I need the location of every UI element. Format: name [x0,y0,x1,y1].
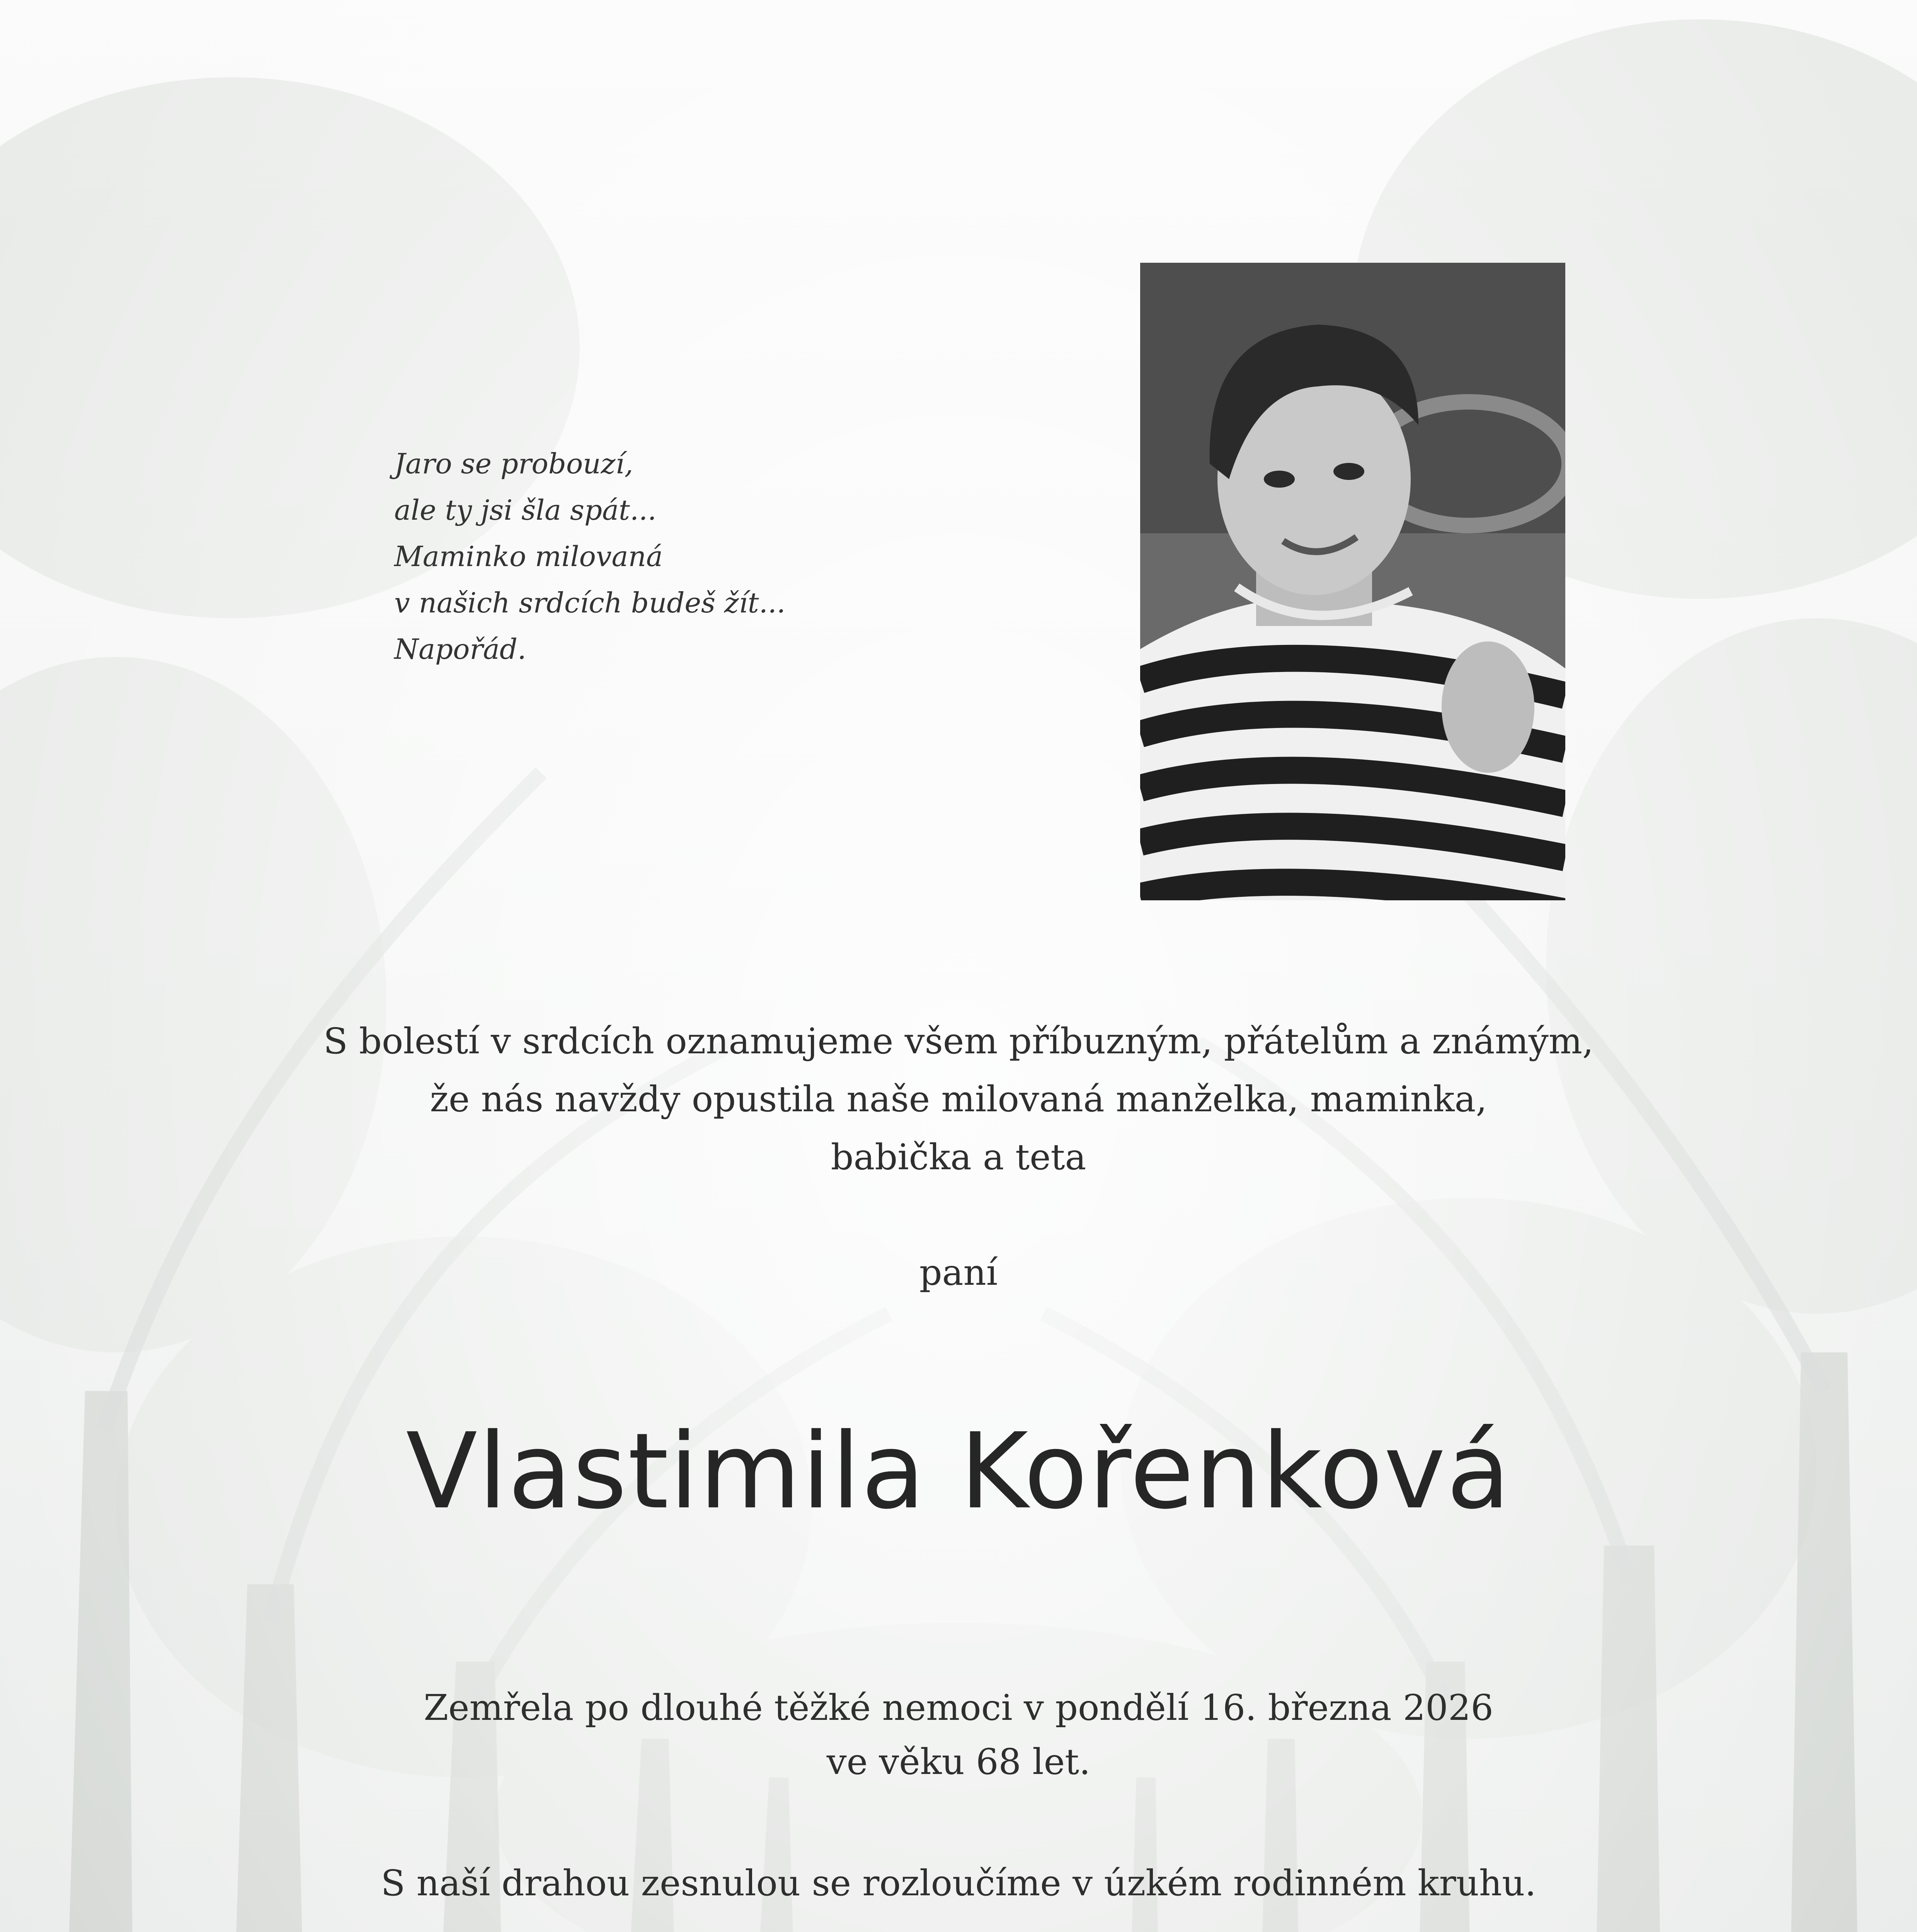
poem [394,440,935,672]
poem-line: ale ty jsi šla spát... [394,494,657,526]
poem-line: v našich srdcích budeš žít... [394,587,786,619]
poem-line: Jaro se probouzí, [394,447,633,480]
honorific: paní [919,1252,998,1293]
poem-line: Napořád. [394,633,526,665]
death-line: ve věku 68 let. [826,1741,1091,1782]
farewell-note: S naší drahou zesnulou se rozloučíme v úzkém rodinném kruhu. [381,1862,1536,1904]
portrait-photo [1140,263,1565,900]
poem-line: Maminko milovaná [394,540,663,573]
death-line: Zemřela po dlouhé těžké nemoci v pondělí 16. března 2026 [424,1687,1493,1728]
announcement-text [186,1012,1731,1186]
announcement-line: babička a teta [831,1136,1086,1178]
death-details [186,1681,1731,1789]
deceased-name: Vlastimila Kořenková [406,1410,1511,1532]
announcement-line: že nás navždy opustila naše milovaná manželka, maminka, [430,1078,1487,1120]
announcement-line: S bolestí v srdcích oznamujeme všem příbuzným, přátelům a známým, [323,1020,1594,1062]
